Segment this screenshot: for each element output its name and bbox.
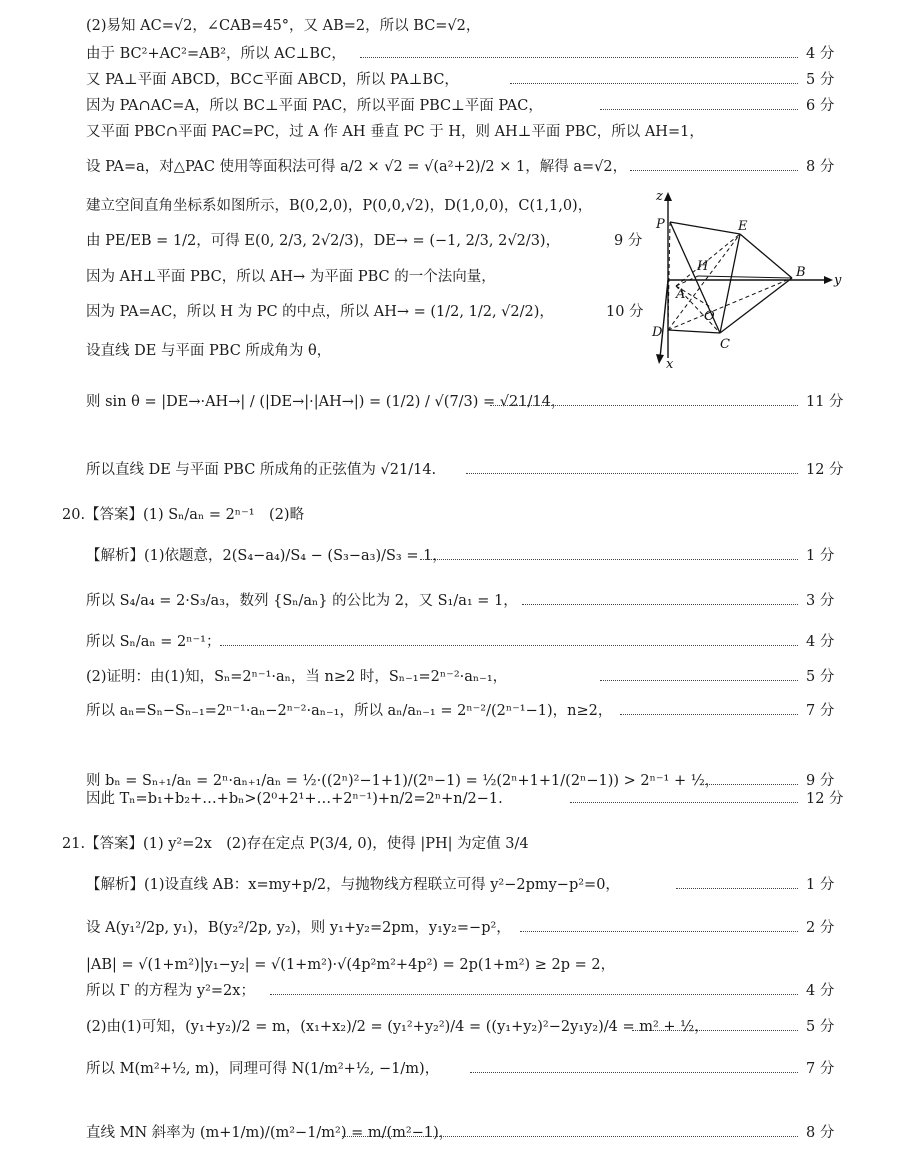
- line-text: 因为 PA=AC，所以 H 为 PC 的中点，所以 AH→ = (1/2, 1/2, √2/2)，: [86, 304, 554, 320]
- edge-HB: [698, 276, 792, 278]
- score: 3 分: [806, 593, 835, 609]
- line-text: 又 PA⊥平面 ABCD，BC⊂平面 ABCD，所以 PA⊥BC，: [86, 72, 459, 88]
- line-text: 则 sin θ = |DE→·AH→| / (|DE→|·|AH→|) = (1/2) / √(7/3) = √21/14，: [86, 394, 566, 410]
- score: 7 分: [806, 703, 835, 719]
- line-text: 设直线 DE 与平面 PBC 所成角为 θ，: [86, 343, 332, 359]
- line-text: 直线 MN 斜率为 (m+1/m)/(m²−1/m²) = m/(m²−1)，: [86, 1125, 454, 1141]
- score: 12 分: [806, 462, 844, 478]
- line-text: 所以直线 DE 与平面 PBC 所成角的正弦值为 √21/14.: [86, 462, 437, 478]
- line-text: 所以 Γ 的方程为 y²=2x；: [86, 983, 255, 999]
- score: 4 分: [806, 634, 835, 650]
- line-text: 所以 M(m²+½, m)，同理可得 N(1/m²+½, −1/m)，: [86, 1061, 440, 1077]
- edge-DC: [668, 330, 720, 333]
- label-O: O: [704, 309, 715, 324]
- line-text: 【解析】(1)依题意，2(S₄−a₄)/S₄ − (S₃−a₃)/S₃ = 1，: [86, 548, 447, 564]
- line-text: 建立空间直角坐标系如图所示，B(0,2,0)，P(0,0,√2)，D(1,0,0)，C(1,1,0)，: [86, 198, 593, 214]
- z-arrow: [664, 192, 672, 201]
- score: 8 分: [806, 1125, 835, 1141]
- line-text: 因此 Tₙ=b₁+b₂+…+bₙ>(2⁰+2¹+…+2ⁿ⁻¹)+n/2=2ⁿ+n/2−1.: [86, 791, 503, 807]
- line-text: (2)证明：由(1)知，Sₙ=2ⁿ⁻¹·aₙ，当 n≥2 时，Sₙ₋₁=2ⁿ⁻²·aₙ₋₁，: [86, 669, 508, 685]
- line-text: 设 A(y₁²/2p, y₁)，B(y₂²/2p, y₂)，则 y₁+y₂=2pm，y₁y₂=−p²，: [86, 920, 511, 936]
- score: 6 分: [806, 98, 835, 114]
- score: 5 分: [806, 72, 835, 88]
- coordinate-diagram: [640, 188, 850, 373]
- label-x: x: [666, 357, 674, 372]
- line-text: (2)易知 AC=√2，∠CAB=45°，又 AB=2，所以 BC=√2，: [86, 18, 481, 34]
- edge-EB: [740, 234, 792, 278]
- line-text: 由于 BC²+AC²=AB²，所以 AC⊥BC，: [86, 46, 346, 62]
- label-A: A: [676, 287, 686, 302]
- score: 9 分: [806, 773, 835, 789]
- score: 5 分: [806, 1019, 835, 1035]
- score: 7 分: [806, 1061, 835, 1077]
- line-text: 因为 PA∩AC=A，所以 BC⊥平面 PAC，所以平面 PBC⊥平面 PAC，: [86, 98, 543, 114]
- score: 8 分: [806, 159, 835, 175]
- geometry-figure: [640, 188, 850, 373]
- score: 2 分: [806, 920, 835, 936]
- line-text: 20.【答案】(1) Sₙ/aₙ = 2ⁿ⁻¹ (2)略: [62, 507, 305, 523]
- line-text: 因为 AH⊥平面 PBC，所以 AH→ 为平面 PBC 的一个法向量，: [86, 269, 496, 285]
- line-text: 由 PE/EB = 1/2，可得 E(0, 2/3, 2√2/3)，DE→ = (−1, 2/3, 2√2/3)，: [86, 233, 561, 249]
- label-H: H: [697, 259, 709, 274]
- score: 12 分: [806, 791, 844, 807]
- score: 10 分: [606, 304, 644, 320]
- y-arrow: [824, 276, 833, 284]
- score: 4 分: [806, 983, 835, 999]
- line-text: 所以 aₙ=Sₙ−Sₙ₋₁=2ⁿ⁻¹·aₙ−2ⁿ⁻²·aₙ₋₁，所以 aₙ/aₙ₋₁ = 2ⁿ⁻²/(2ⁿ⁻¹−1)，n≥2，: [86, 703, 613, 719]
- label-y: y: [834, 273, 842, 288]
- score: 1 分: [806, 548, 835, 564]
- line-text: 又平面 PBC∩平面 PAC=PC，过 A 作 AH 垂直 PC 于 H，则 AH⊥平面 PBC，所以 AH=1，: [86, 124, 704, 140]
- line-text: 则 bₙ = Sₙ₊₁/aₙ = 2ⁿ·aₙ₊₁/aₙ = ½·((2ⁿ)²−1+1)/(2ⁿ−1) = ½(2ⁿ+1+1/(2ⁿ−1)) > 2ⁿ⁻¹ + ½，: [86, 773, 720, 789]
- edge-EC: [720, 234, 740, 333]
- score: 5 分: [806, 669, 835, 685]
- line-text: 【解析】(1)设直线 AB：x=my+p/2，与抛物线方程联立可得 y²−2pmy−p²=0，: [86, 877, 620, 893]
- line-text: |AB| = √(1+m²)|y₁−y₂| = √(1+m²)·√(4p²m²+4p²) = 2p(1+m²) ≥ 2p = 2，: [86, 957, 616, 973]
- line-text: 21.【答案】(1) y²=2x (2)存在定点 P(3/4, 0)，使得 |PH| 为定值 3/4: [62, 836, 529, 852]
- edge-PE: [670, 222, 740, 234]
- line-text: 所以 Sₙ/aₙ = 2ⁿ⁻¹；: [86, 634, 221, 650]
- edge-CB: [720, 278, 792, 333]
- x-axis: [660, 280, 668, 358]
- label-D: D: [652, 325, 663, 340]
- label-B: B: [796, 265, 806, 280]
- x-arrow: [656, 354, 664, 364]
- score: 11 分: [806, 394, 844, 410]
- score: 9 分: [614, 233, 643, 249]
- label-z: z: [656, 189, 663, 204]
- line-text: 设 PA=a，对△PAC 使用等面积法可得 a/2 × √2 = √(a²+2)/2 × 1，解得 a=√2，: [86, 159, 628, 175]
- line-text: 所以 S₄/a₄ = 2·S₃/a₃，数列 {Sₙ/aₙ} 的公比为 2，又 S₁/a₁ = 1，: [86, 593, 518, 609]
- label-E: E: [738, 219, 748, 234]
- score: 4 分: [806, 46, 835, 62]
- line-text: (2)由(1)可知，(y₁+y₂)/2 = m，(x₁+x₂)/2 = (y₁²+y₂²)/4 = ((y₁+y₂)²−2y₁y₂)/4 = m² + ½，: [86, 1019, 709, 1035]
- label-P: P: [656, 217, 665, 232]
- label-C: C: [720, 337, 730, 352]
- score: 1 分: [806, 877, 835, 893]
